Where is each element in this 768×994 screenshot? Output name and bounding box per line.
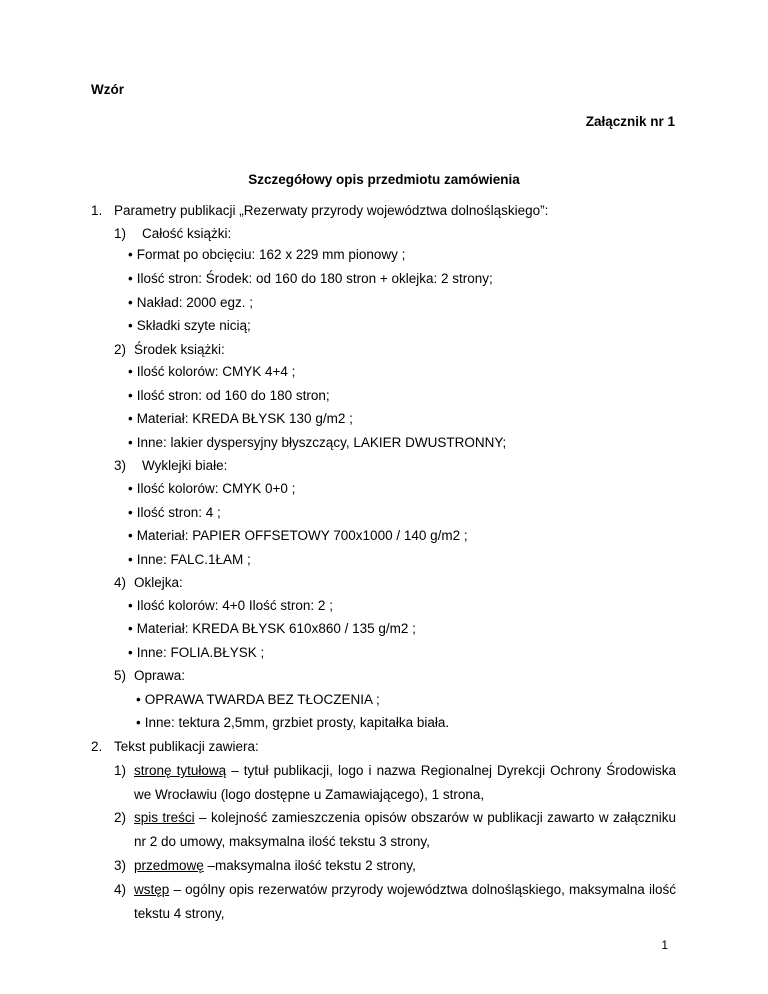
list-item: • Inne: FOLIA.BŁYSK ; <box>128 645 264 660</box>
list-item: • Ilość stron: Środek: od 160 do 180 stron + oklejka: 2 strony; <box>128 271 493 286</box>
text-item-desc: – tytuł publikacji, logo i nazwa Regionalnej Dyrekcji Ochrony Środowiska <box>226 763 676 778</box>
sub-2-label: Środek książki: <box>134 342 225 357</box>
sub-4-number: 4) <box>114 575 127 590</box>
sub-1-number: 1) <box>114 226 127 241</box>
list-item: • Inne: FALC.1ŁAM ; <box>128 552 251 567</box>
text-item-continuation: tekstu 4 strony, <box>134 906 225 921</box>
sub-4-label: Oklejka: <box>134 575 183 590</box>
list-item: • Składki szyte nicią; <box>128 318 251 333</box>
text-item-desc: – ogólny opis rezerwatów przyrody województwa dolnośląskiego, maksymalna ilość <box>169 882 676 897</box>
text-item-desc: –maksymalna ilość tekstu 2 strony, <box>203 858 416 873</box>
sub-1-label: Całość książki: <box>142 226 232 241</box>
list-item: • Materiał: PAPIER OFFSETOWY 700x1000 / 140 g/m2 ; <box>128 528 468 543</box>
text-item-term: wstęp <box>134 882 170 897</box>
list-item: • Materiał: KREDA BŁYSK 610x860 / 135 g/m2 ; <box>128 621 416 636</box>
text-item-term: spis treści <box>134 810 195 825</box>
text-item-number: 1) <box>114 763 127 778</box>
section-2-number: 2. <box>91 739 103 754</box>
text-item-number: 3) <box>114 858 127 873</box>
section-1-number: 1. <box>91 203 103 218</box>
list-item: • Materiał: KREDA BŁYSK 130 g/m2 ; <box>128 411 353 426</box>
list-item: • Nakład: 2000 egz. ; <box>128 295 253 310</box>
attachment-label: Załącznik nr 1 <box>585 114 675 129</box>
list-item: • Ilość stron: od 160 do 180 stron; <box>128 388 330 403</box>
page-title: Szczegółowy opis przedmiotu zamówienia <box>248 172 520 187</box>
sub-2-number: 2) <box>114 342 127 357</box>
text-item-line <box>134 882 676 897</box>
section-1-heading: Parametry publikacji „Rezerwaty przyrody województwa dolnośląskiego”: <box>114 203 549 218</box>
sub-5-number: 5) <box>114 668 127 683</box>
sub-3-number: 3) <box>114 458 127 473</box>
list-item: • Inne: lakier dyspersyjny błyszczący, LAKIER DWUSTRONNY; <box>128 435 506 450</box>
text-item-line <box>134 858 416 873</box>
list-item: • OPRAWA TWARDA BEZ TŁOCZENIA ; <box>136 692 380 707</box>
wzor-label: Wzór <box>91 82 124 97</box>
sub-3-label: Wyklejki białe: <box>142 458 228 473</box>
page-number: 1 <box>661 938 668 952</box>
list-item: • Ilość kolorów: CMYK 0+0 ; <box>128 481 295 496</box>
text-item-term: stronę tytułową <box>134 763 227 778</box>
text-item-continuation: nr 2 do umowy, maksymalna ilość tekstu 3 strony, <box>134 834 430 849</box>
list-item: • Ilość kolorów: 4+0 Ilość stron: 2 ; <box>128 598 333 613</box>
list-item: • Inne: tektura 2,5mm, grzbiet prosty, kapitałka biała. <box>136 715 449 730</box>
list-item: • Ilość kolorów: CMYK 4+4 ; <box>128 364 295 379</box>
text-item-line <box>134 810 676 825</box>
text-item-line <box>134 763 676 778</box>
text-item-number: 4) <box>114 882 127 897</box>
text-item-desc: – kolejność zamieszczenia opisów obszarów w publikacji zawarto w załączniku <box>194 810 676 825</box>
list-item: • Ilość stron: 4 ; <box>128 505 221 520</box>
text-item-continuation: we Wrocławiu (logo dostępne u Zamawiającego), 1 strona, <box>134 787 485 802</box>
list-item: • Format po obcięciu: 162 x 229 mm pionowy ; <box>128 247 405 262</box>
sub-5-label: Oprawa: <box>134 668 186 683</box>
text-item-number: 2) <box>114 810 127 825</box>
text-item-term: przedmowę <box>134 858 204 873</box>
section-2-heading: Tekst publikacji zawiera: <box>114 739 259 754</box>
